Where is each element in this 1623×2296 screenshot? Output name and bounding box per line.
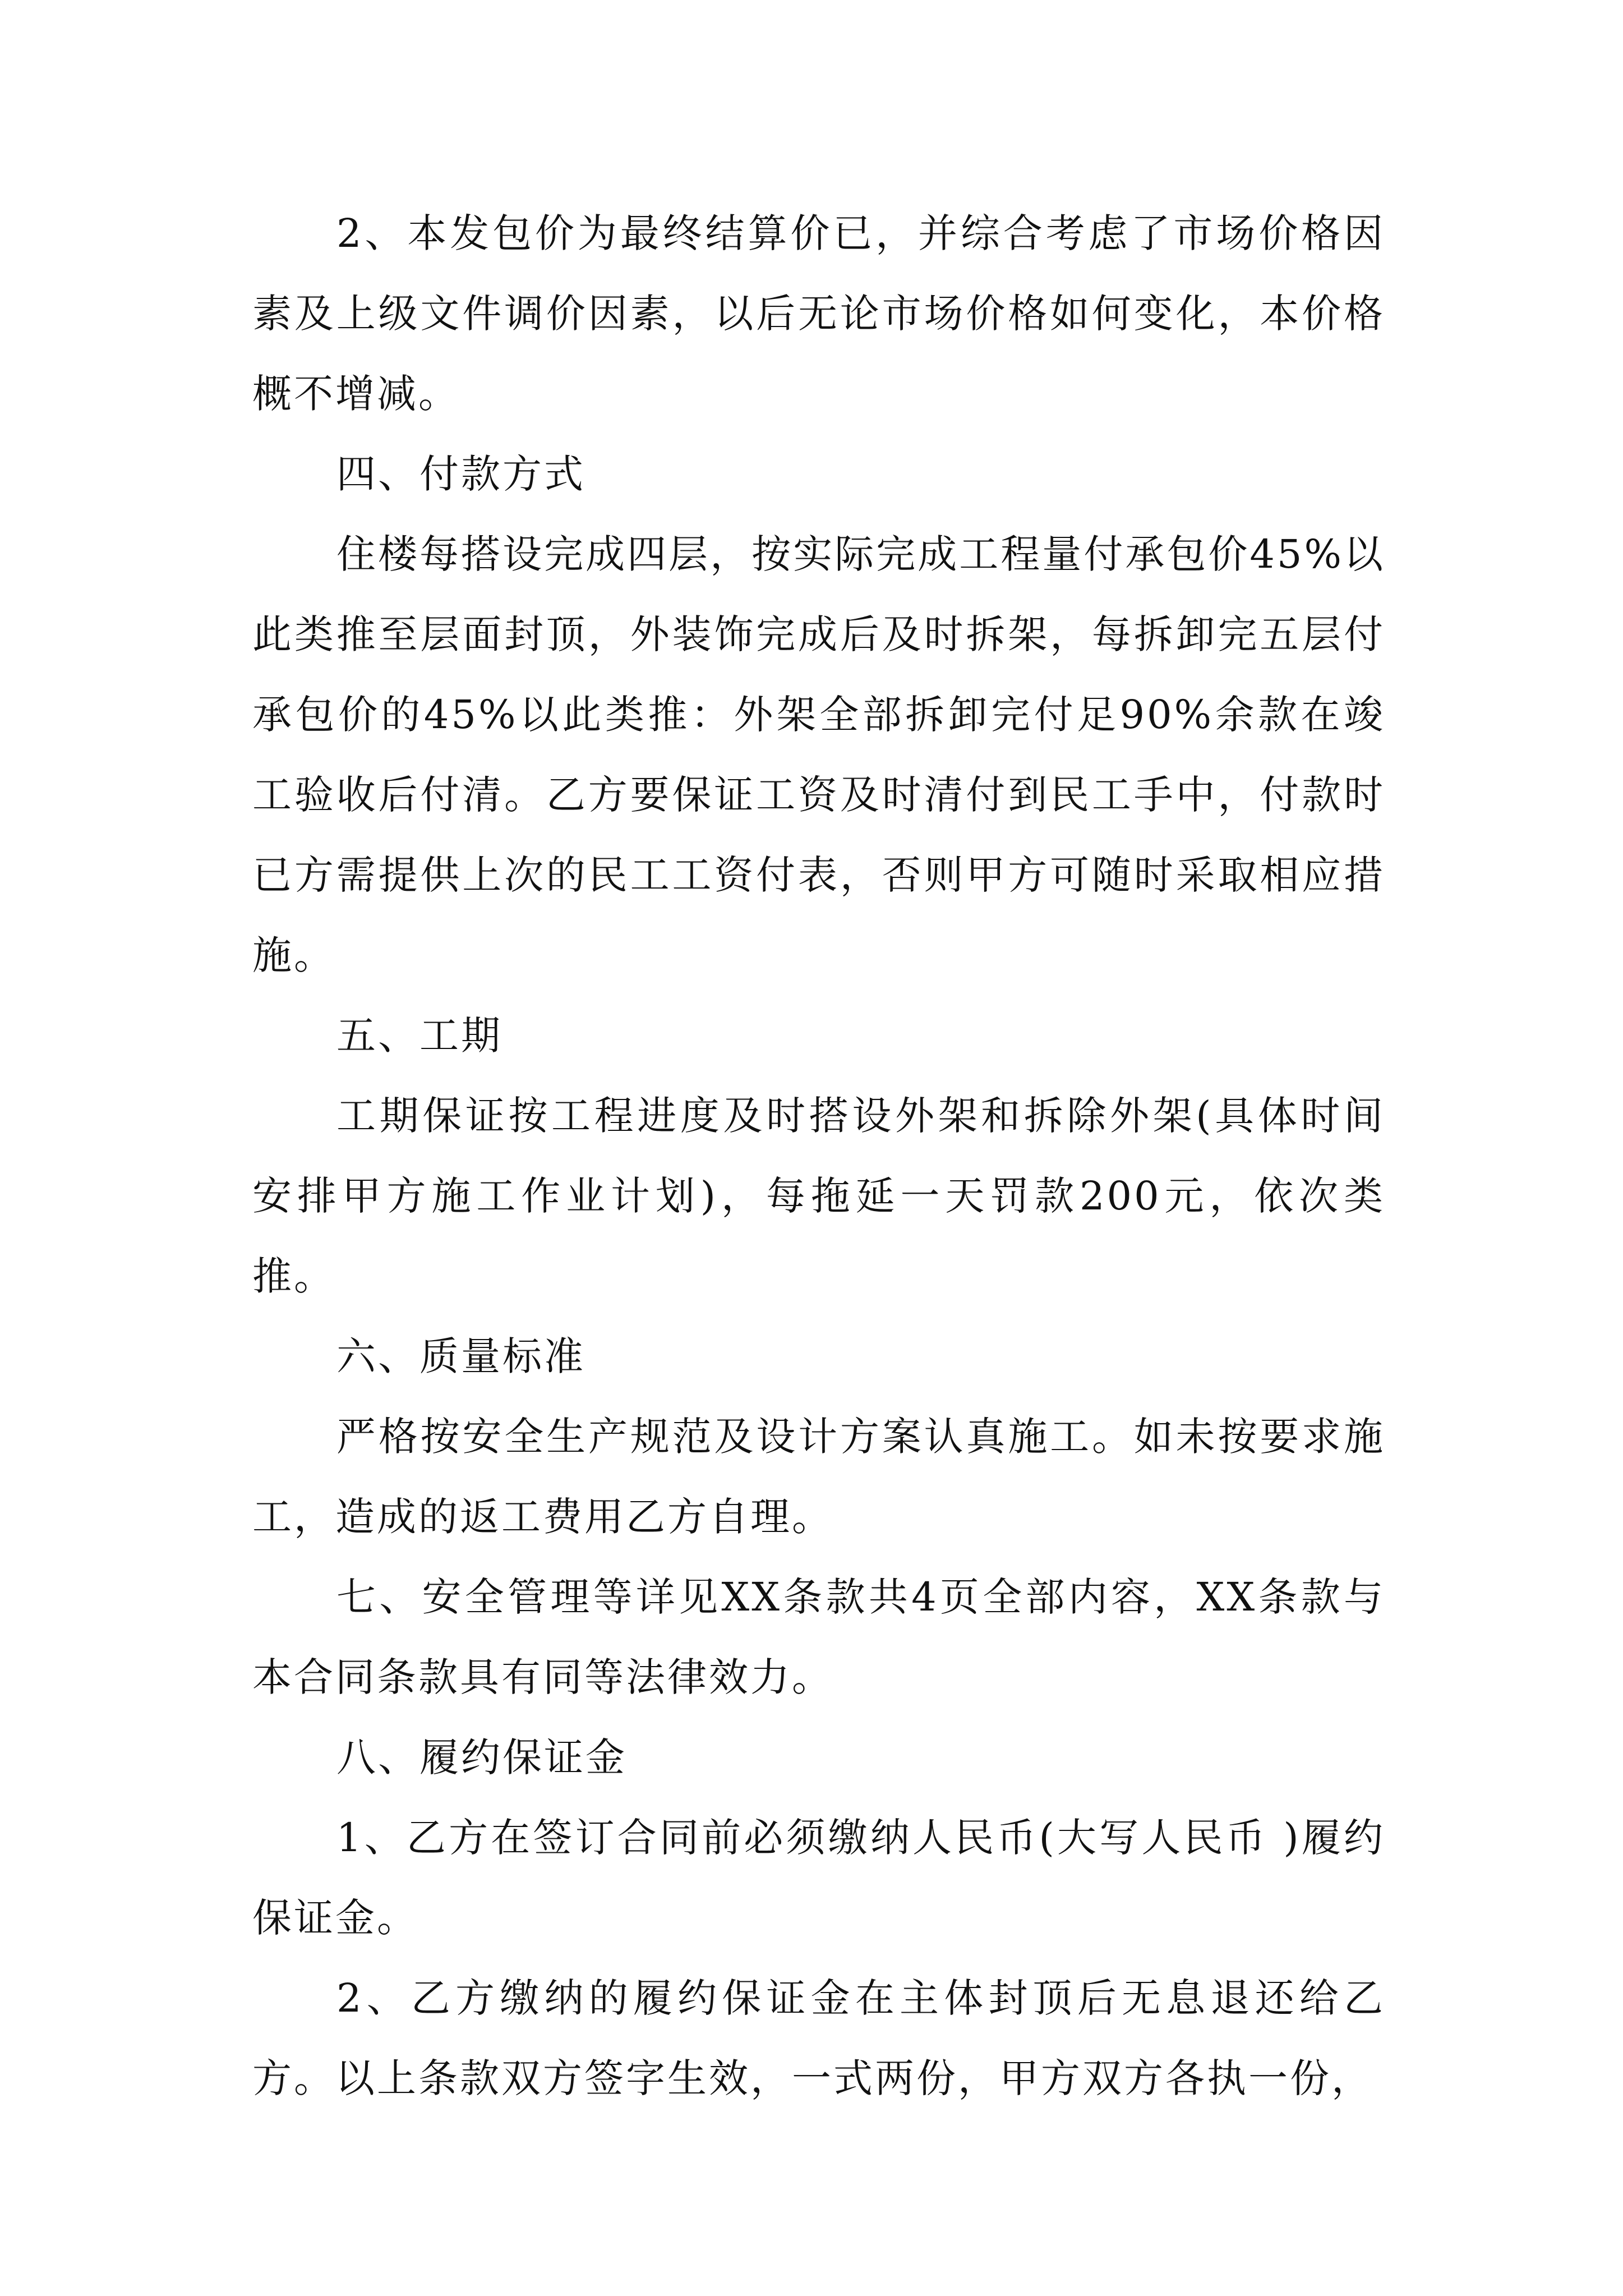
paragraph-safety-management: 七、安全管理等详见XX条款共4页全部内容，XX条款与本合同条款具有同等法律效力。 — [252, 1574, 1385, 1700]
paragraph-bond-refund: 2、乙方缴纳的履约保证金在主体封顶后无息退还给乙方。以上条款双方签字生效，一式两份，甲方双方各执一份， — [252, 1975, 1385, 2101]
paragraph-payment-terms: 住楼每搭设完成四层，按实际完成工程量付承包价45%以此类推至层面封顶，外装饰完成后及时拆架，每拆卸完五层付承包价的45%以此类推：外架全部拆卸完付足90%余款在竣工验收后付清。乙方要保证工资及时清付到民工手中，付款时已方需提供上次的民工工资付表，否则甲方可随时采取相应措施。 — [252, 531, 1385, 978]
paragraph-price-final: 2、本发包价为最终结算价已，并综合考虑了市场价格因素及上级文件调价因素，以后无论市场价格如何变化，本价格概不增减。 — [252, 210, 1385, 417]
heading-construction-period: 五、工期 — [336, 1013, 502, 1059]
heading-performance-bond: 八、履约保证金 — [336, 1734, 627, 1780]
paragraph-bond-payment: 1、乙方在签订合同前必须缴纳人民币(大写人民币 )履约保证金。 — [252, 1815, 1385, 1941]
document-body — [252, 194, 1385, 2119]
paragraph-construction-period: 工期保证按工程进度及时搭设外架和拆除外架(具体时间安排甲方施工作业计划)，每拖延一天罚款200元，依次类推。 — [252, 1093, 1385, 1299]
heading-quality-standard: 六、质量标准 — [336, 1333, 585, 1379]
paragraph-quality-standard: 严格按安全生产规范及设计方案认真施工。如未按要求施工，造成的返工费用乙方自理。 — [252, 1414, 1385, 1540]
heading-payment-method: 四、付款方式 — [336, 451, 585, 497]
